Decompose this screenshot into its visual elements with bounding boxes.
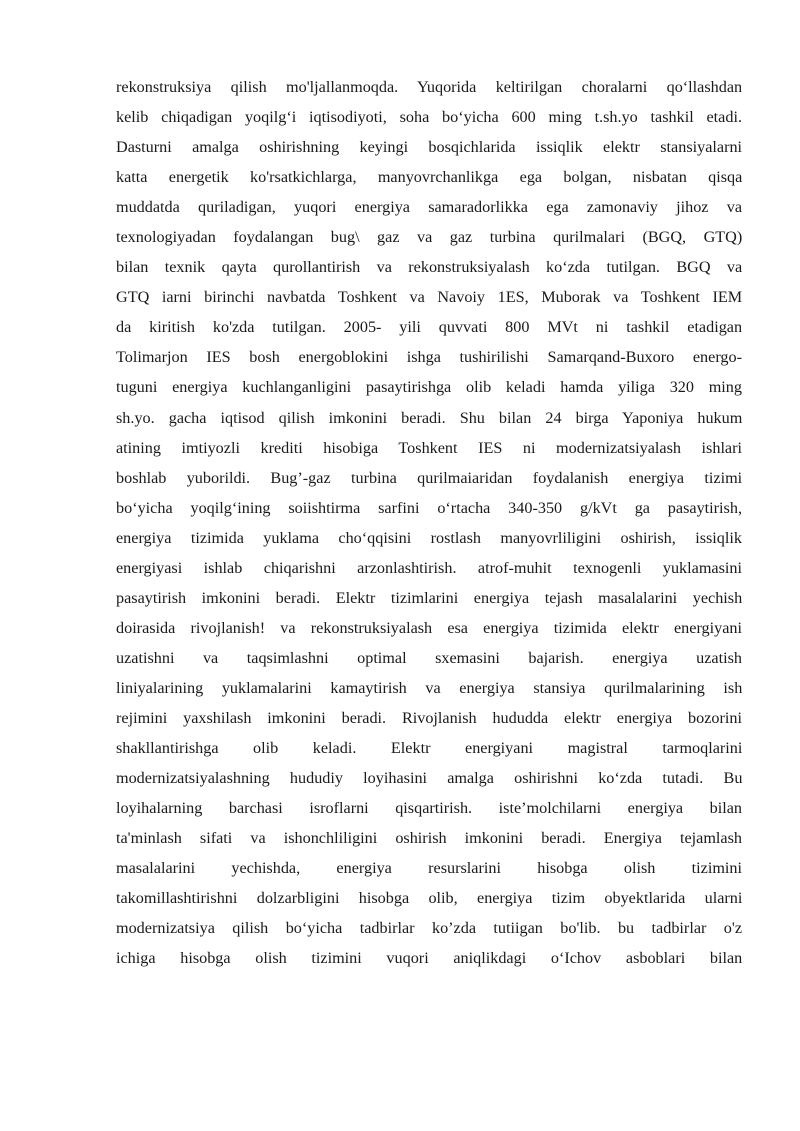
text-line: modernizatsiyalashning hududiy loyihasini amalga oshirishni ko‘zda tutadi. Bu bbox=[116, 769, 743, 788]
text-line: energiya tizimida yuklama cho‘qqisini rostlash manyovrliligini oshirish, issiqlik bbox=[116, 528, 742, 547]
body-text bbox=[116, 72, 742, 973]
text-line: bo‘yicha yoqilg‘ining soiishtirma sarfini o‘rtacha 340-350 g/kVt ga pasaytirish, bbox=[116, 498, 742, 517]
text-line: ta'minlash sifati va ishonchliligini oshirish imkonini beradi. Energiya tejamlash bbox=[116, 829, 742, 848]
text-line: Tolimarjon IES bosh energoblokini ishga tushirilishi Samarqand-Buxoro energo- bbox=[116, 348, 742, 367]
text-line: da kiritish ko'zda tutilgan. 2005- yili quvvati 800 MVt ni tashkil etadigan bbox=[116, 318, 743, 337]
text-line: ichiga hisobga olish tizimini vuqori aniqlikdagi o‘Ichov asboblari bilan bbox=[116, 949, 743, 968]
text-line: pasaytirish imkonini beradi. Elektr tizimlarini energiya tejash masalalarini yechish bbox=[116, 588, 743, 607]
text-line: takomillashtirishni dolzarbligini hisobga olib, energiya tizim obyektlarida ularni bbox=[116, 889, 743, 908]
text-line: sh.yo. gacha iqtisod qilish imkonini beradi. Shu bilan 24 birga Yaponiya hukum bbox=[116, 408, 743, 427]
text-line: boshlab yuborildi. Bug’-gaz turbina qurilmaiaridan foydalanish energiya tizimi bbox=[116, 468, 743, 487]
text-line: modernizatsiya qilish bo‘yicha tadbirlar ko’zda tutiigan bo'lib. bu tadbirlar o'z bbox=[116, 919, 742, 938]
text-line: doirasida rivojlanish! va rekonstruksiyalash esa energiya tizimida elektr energiyani bbox=[116, 618, 743, 637]
text-line: uzatishni va taqsimlashni optimal sxemasini bajarish. energiya uzatish bbox=[116, 648, 742, 667]
text-line: texnologiyadan foydalangan bug\ gaz va gaz turbina qurilmalari (BGQ, GTQ) bbox=[116, 228, 743, 247]
text-line: energiyasi ishlab chiqarishni arzonlashtirish. atrof-muhit texnogenli yuklamasini bbox=[116, 558, 742, 577]
text-line: rekonstruksiya qilish mo'ljallanmoqda. Yuqorida keltirilgan choralarni qo‘llashdan bbox=[116, 78, 743, 96]
text-line: loyihalarning barchasi isroflarni qisqartirish. iste’molchilarni energiya bilan bbox=[116, 799, 743, 818]
text-line: Dasturni amalga oshirishning keyingi bosqichlarida issiqlik elektr stansiyalarni bbox=[116, 138, 743, 157]
text-line: shakllantirishga olib keladi. Elektr energiyani magistral tarmoqlarini bbox=[116, 739, 743, 758]
text-line: atining imtiyozli krediti hisobiga Toshkent IES ni modernizatsiyalash ishlari bbox=[116, 438, 743, 457]
text-line: katta energetik ko'rsatkichlarga, manyovrchanlikga ega bolgan, nisbatan qisqa bbox=[116, 168, 743, 187]
text-line: kelib chiqadigan yoqilg‘i iqtisodiyoti, soha bo‘yicha 600 ming t.sh.yo tashkil etadi. bbox=[116, 108, 742, 127]
text-line: tuguni energiya kuchlanganligini pasaytirishga olib keladi hamda yiliga 320 ming bbox=[116, 378, 742, 397]
text-line: bilan texnik qayta qurollantirish va rekonstruksiyalash ko‘zda tutilgan. BGQ va bbox=[116, 258, 743, 277]
text-line: liniyalarining yuklamalarini kamaytirish va energiya stansiya qurilmalarining ish bbox=[116, 678, 743, 697]
text-line: GTQ iarni birinchi navbatda Toshkent va Navoiy 1ES, Muborak va Toshkent IEM bbox=[116, 288, 743, 307]
text-line: rejimini yaxshilash imkonini beradi. Rivojlanish hududda elektr energiya bozorini bbox=[116, 708, 742, 727]
text-line: muddatda quriladigan, yuqori energiya samaradorlikka ega zamonaviy jihoz va bbox=[116, 198, 742, 217]
text-line: masalalarini yechishda, energiya resurslarini hisobga olish tizimini bbox=[116, 859, 742, 878]
